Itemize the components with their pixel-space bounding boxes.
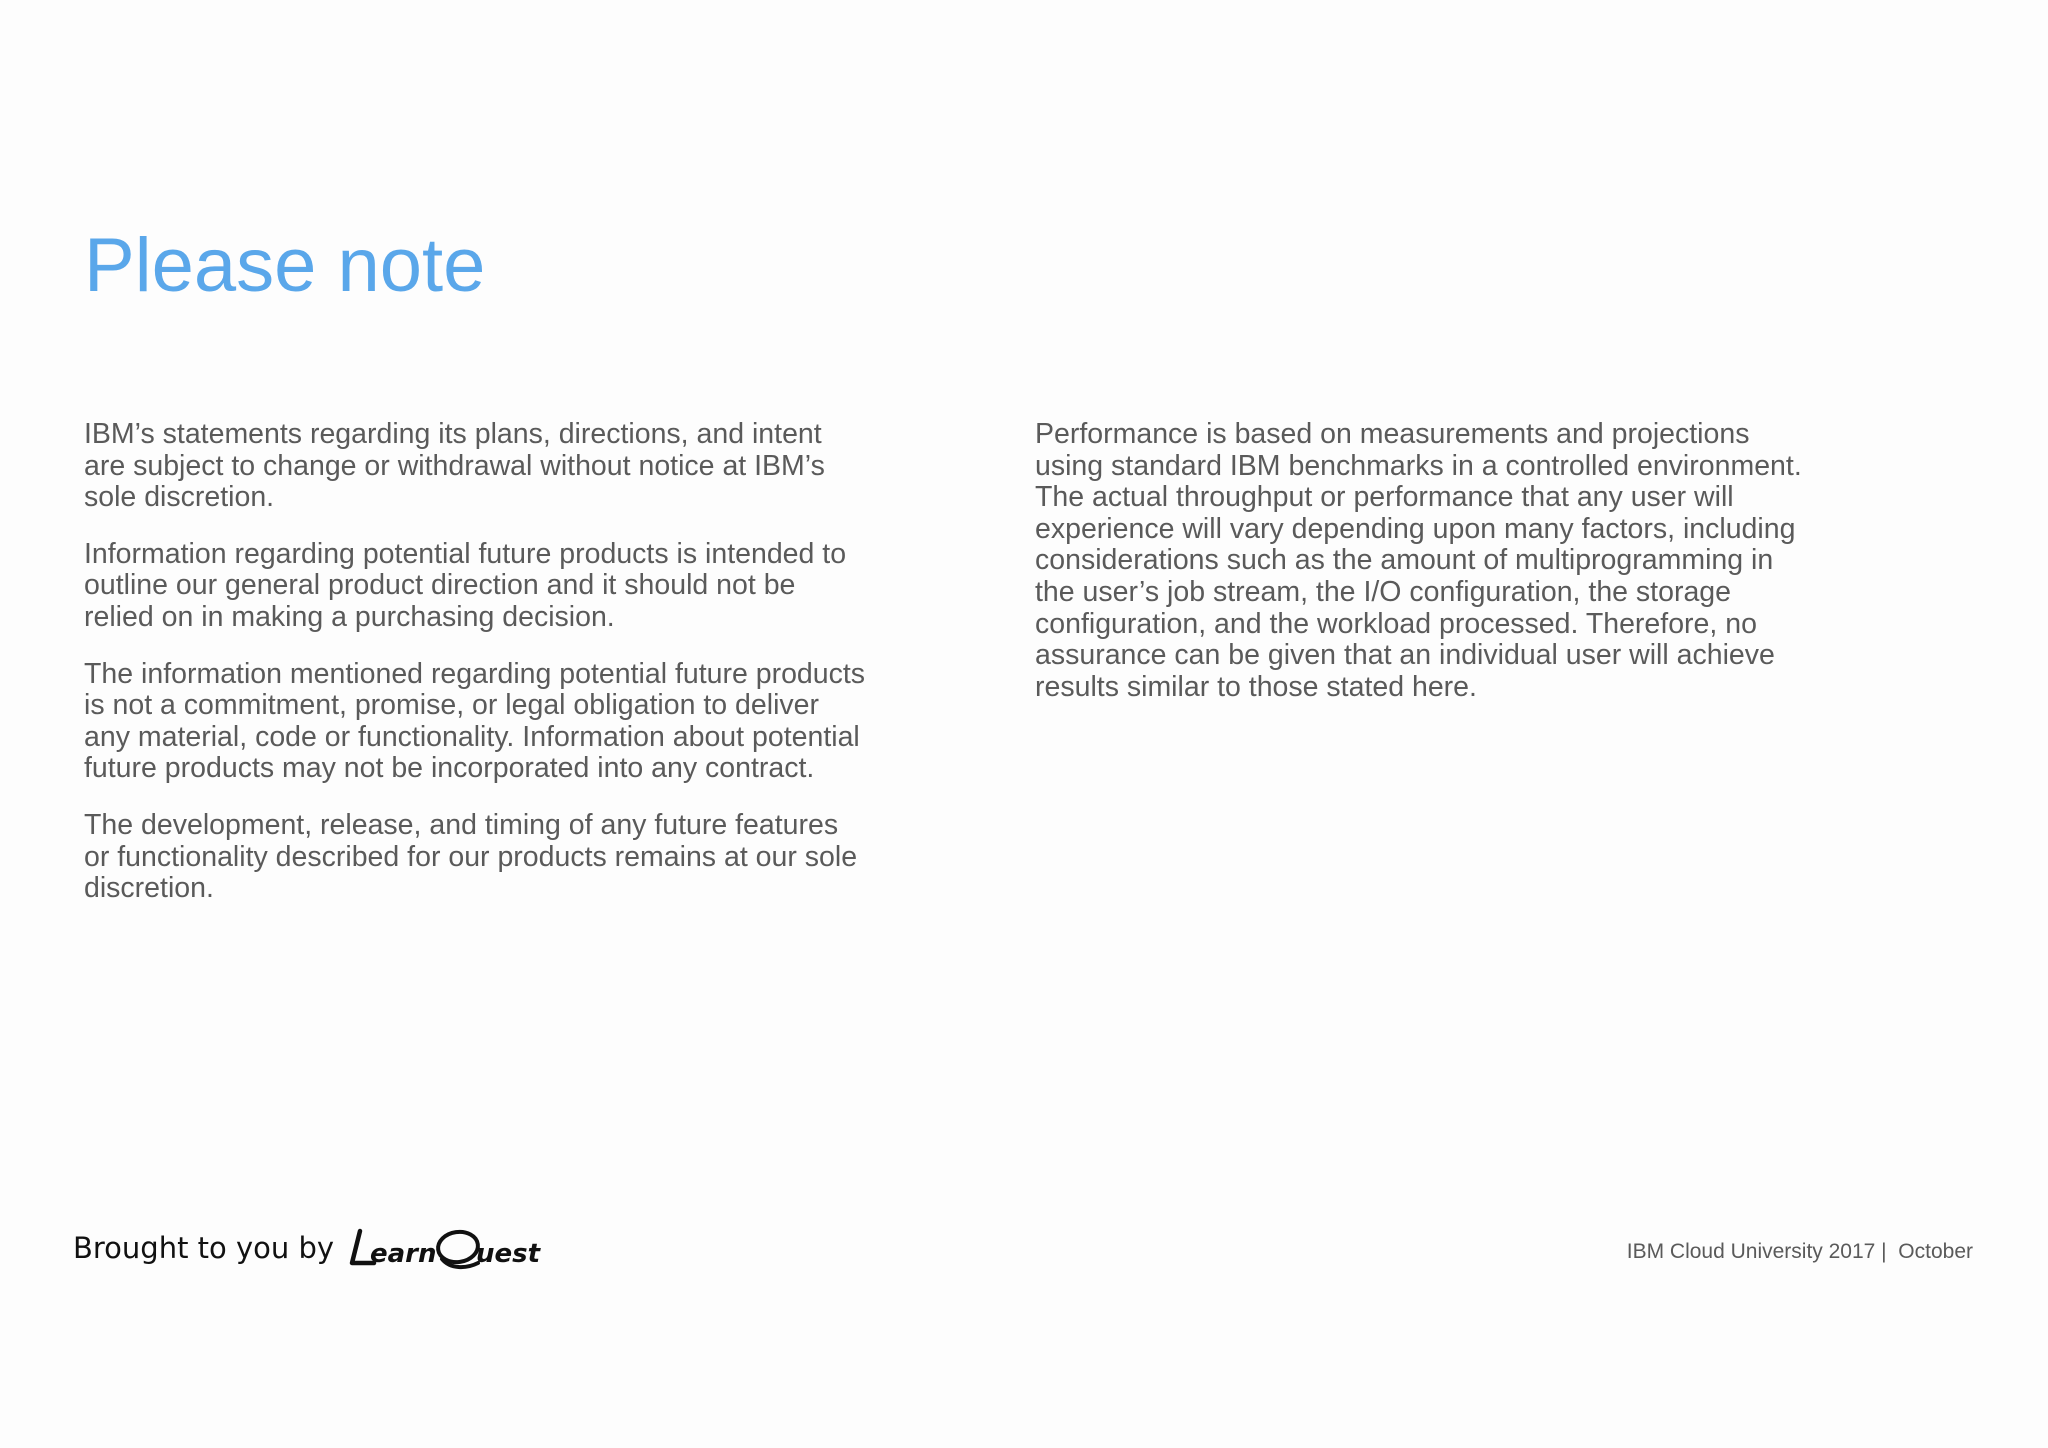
disclaimer-paragraph: IBM’s statements regarding its plans, directions, and intent are subject to change or withdrawal without notice at IBM’s sole discretion. — [84, 418, 825, 514]
disclaimer-paragraph: Information regarding potential future products is intended to outline our general product direction and it should not be relied on in making a purchasing decision. — [84, 537, 847, 633]
left-column — [84, 419, 924, 930]
disclaimer-paragraph: The information mentioned regarding potential future products is not a commitment, promise, or legal obligation to deliver any material, code or functionality. Information about potential future products may not be incorporated into any contract. — [84, 657, 866, 785]
performance-paragraph: Performance is based on measurements and projections using standard IBM benchmarks in a controlled environment. The actual throughput or performance that any user will experience will vary depending upon many factors, including considerations such as the amount of multiprogramming in the user’s job stream, the I/O configuration, the storage configuration, and the workload processed. Therefore, no assurance can be given that an individual user will achieve results similar to those stated here. — [1035, 418, 1802, 703]
disclaimer-paragraph: The development, release, and timing of any future features or functionality described for our products remains at our sole discretion. — [84, 808, 858, 905]
footer-attribution — [73, 1225, 542, 1271]
brought-by-label: Brought to you by — [73, 1231, 335, 1265]
footer-event-label: IBM Cloud University 2017 | October — [1626, 1240, 1973, 1263]
learnquest-logo-icon — [346, 1225, 542, 1271]
right-column — [1035, 419, 1865, 728]
svg-text:uest: uest — [476, 1239, 541, 1269]
svg-text:earn: earn — [370, 1239, 437, 1269]
page-title: Please note — [84, 223, 486, 308]
